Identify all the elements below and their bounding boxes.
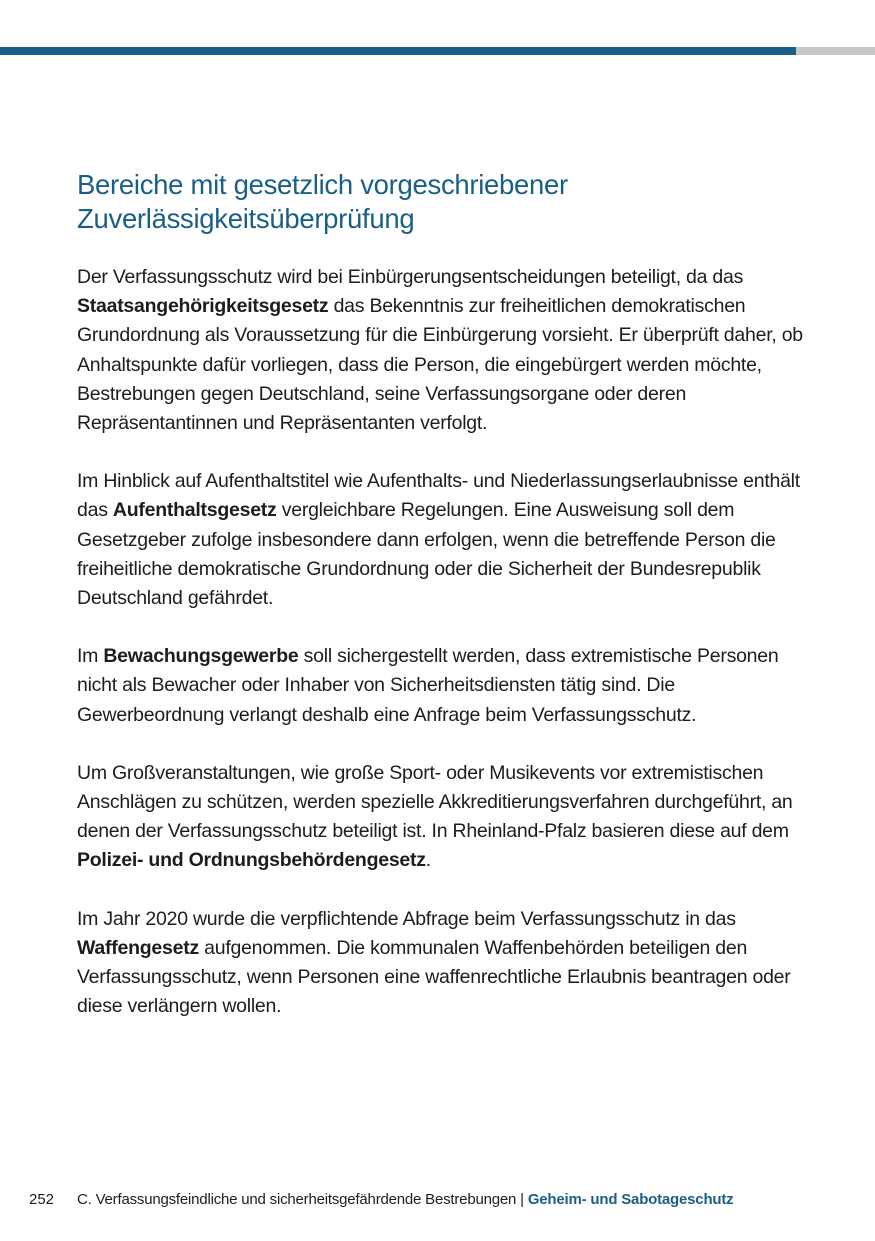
header-bar bbox=[0, 47, 875, 55]
paragraph-4-bold-term: Polizei- und Ordnungsbehördengesetz bbox=[77, 849, 426, 872]
header-bar-accent bbox=[0, 47, 796, 55]
paragraph-3 bbox=[77, 642, 807, 730]
paragraph-4 bbox=[77, 759, 807, 876]
paragraph-2-bold-term: Aufenthaltsgesetz bbox=[112, 499, 277, 522]
paragraph-4-text-start: Um Großveranstaltungen, wie große Sport- oder Musikevents vor extremistischen Anschlägen zu schützen, werden spezielle Akkreditierungsverfahren durchgeführt, an denen der Verfassungsschutz beteiligt ist. In Rheinland-Pfalz basieren diese auf dem bbox=[77, 761, 793, 843]
footer-chapter-text: C. Verfassungsfeindliche und sicherheitsgefährdende Bestrebungen | bbox=[77, 1191, 528, 1208]
paragraph-2-text-end: vergleichbare Regelungen. Eine Ausweisung soll dem Gesetzgeber zufolge insbesondere dann erfolgen, wenn die betreffende Person die freiheitliche demokratische Grundordnung oder die Sicherheit der Bundesrepublik Deutschland gefährdet. bbox=[77, 499, 776, 610]
paragraph-5-text-start: Im Jahr 2020 wurde die verpflichtende Abfrage beim Verfassungsschutz in das bbox=[77, 907, 736, 930]
paragraph-1 bbox=[77, 263, 807, 438]
paragraph-2 bbox=[77, 467, 807, 613]
page-footer bbox=[0, 1188, 875, 1212]
body-text bbox=[77, 263, 807, 1021]
page-title-line-2: Zuverlässigkeitsüberprüfung bbox=[77, 203, 415, 234]
paragraph-1-bold-term: Staatsangehörigkeitsgesetz bbox=[77, 295, 329, 318]
paragraph-1-text-start: Der Verfassungsschutz wird bei Einbürgerungsentscheidungen beteiligt, da das bbox=[77, 266, 744, 288]
page-number: 252 bbox=[29, 1191, 55, 1208]
paragraph-5 bbox=[77, 905, 807, 1022]
paragraph-3-bold-term: Bewachungsgewerbe bbox=[103, 645, 299, 668]
footer-chapter bbox=[77, 1188, 733, 1212]
paragraph-5-bold-term: Waffengesetz bbox=[77, 936, 199, 959]
paragraph-3-text-end: soll sichergestellt werden, dass extremistische Personen nicht als Bewacher oder Inhaber von Sicherheitsdiensten tätig sind. Die Gewerbeordnung verlangt deshalb eine Anfrage beim Verfassungsschutz. bbox=[77, 645, 779, 726]
paragraph-1-text-end: das Bekenntnis zur freiheitlichen demokratischen Grundordnung als Voraussetzung für die Einbürgerung vorsieht. Er überprüft daher, ob Anhaltspunkte dafür vorliegen, dass die Person, die eingebürgert werden möchte, Bestrebungen gegen Deutschland, seine Verfassungsorgane oder deren Repräsentantinnen und Repräsentanten verfolgt. bbox=[77, 295, 803, 435]
page-title-line-1: Bereiche mit gesetzlich vorgeschriebener bbox=[77, 169, 568, 200]
footer-section: Geheim- und Sabotageschutz bbox=[527, 1191, 734, 1208]
page-title bbox=[77, 168, 807, 236]
paragraph-5-text-end: aufgenommen. Die kommunalen Waffenbehörden beteiligen den Verfassungsschutz, wenn Personen eine waffenrechtliche Erlaubnis beantragen oder diese verlängern wollen. bbox=[77, 936, 791, 1018]
paragraph-3-text-start: Im bbox=[77, 645, 104, 668]
paragraph-4-text-end: . bbox=[425, 849, 431, 872]
paragraph-2-text-start: Im Hinblick auf Aufenthaltstitel wie Aufenthalts- und Niederlassungserlaubnisse enthält das bbox=[77, 470, 800, 522]
header-bar-gray bbox=[796, 47, 875, 55]
page-content bbox=[77, 168, 807, 1050]
